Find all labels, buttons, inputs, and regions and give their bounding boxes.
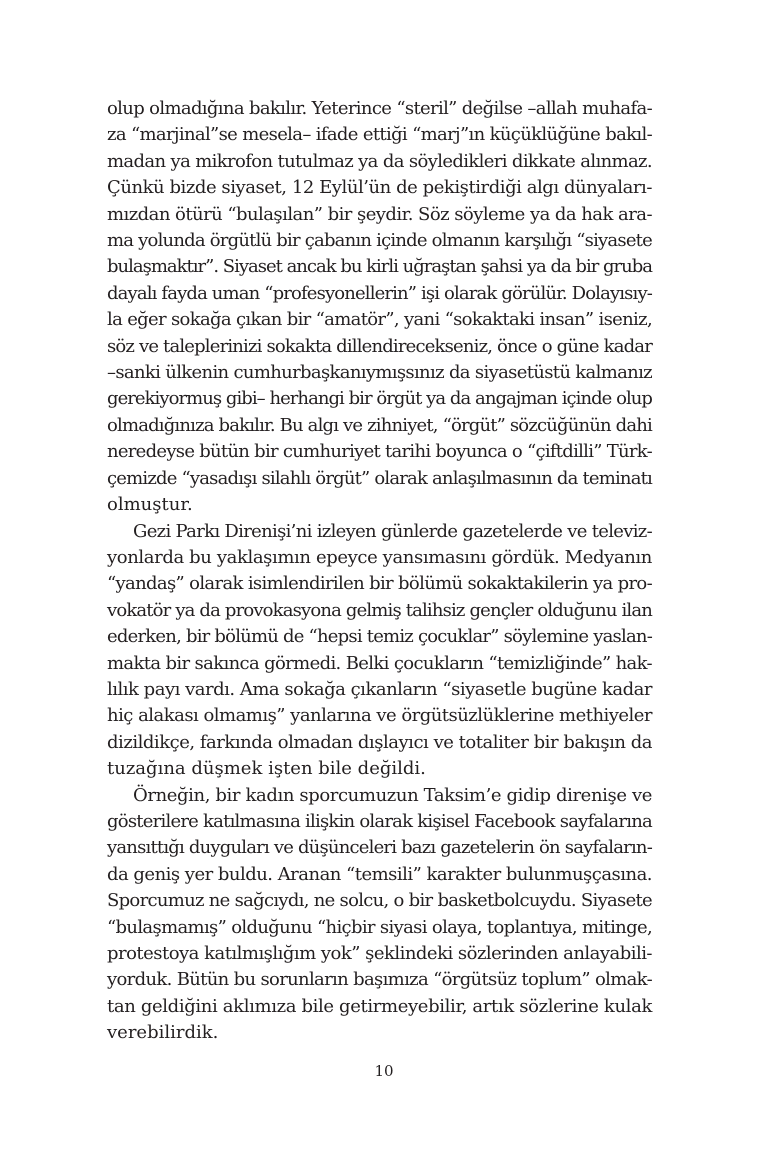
- text-line: olup olmadığına bakılır. Yeterince “steril” değilse –allah muhafa-: [107, 98, 652, 119]
- paragraph: [107, 96, 652, 519]
- text-line: yansıttığı duyguları ve düşünceleri bazı gazetelerin ön sayfaların-: [107, 837, 652, 859]
- text-line: Çünkü bizde siyaset, 12 Eylül’ün de pekiştirdiği algı dünyaları-: [107, 177, 652, 199]
- text-line: yonlarda bu yaklaşımın epeyce yansımasını gördük. Medyanın: [107, 546, 652, 568]
- text-line: madan ya mikrofon tutulmaz ya da söyledikleri dikkate alınmaz.: [107, 150, 652, 172]
- text-line: dizildikçe, farkında olmadan dışlayıcı ve totaliter bir bakışın da: [107, 731, 652, 753]
- text-line: tan geldiğini aklımıza bile getirmeyebilir, artık sözlerine kulak: [107, 995, 652, 1017]
- text-line: gerekiyormuş gibi– herhangi bir örgüt ya da angajman içinde olup: [107, 388, 652, 410]
- text-line: –sanki ülkenin cumhurbaşkanıymışsınız da siyasetüstü kalmanız: [107, 362, 652, 384]
- text-line: Örneğin, bir kadın sporcumuzun Taksim’e gidip direnişe ve: [133, 784, 652, 806]
- text-line: olmuştur.: [107, 494, 193, 516]
- text-line: verebilirdik.: [107, 1022, 219, 1044]
- body-text: [107, 96, 652, 1047]
- text-line: dayalı fayda uman “profesyonellerin” işi olarak görülür. Dolayısıy-: [107, 282, 652, 304]
- text-line: protestoya katılmışlığım yok” şeklindeki sözlerinden anlayabili-: [107, 943, 652, 964]
- text-line: çemizde “yasadışı silahlı örgüt” olarak anlaşılmasının da teminatı: [107, 467, 652, 489]
- text-line: da geniş yer buldu. Aranan “temsili” karakter bulunmuşçasına.: [107, 863, 652, 885]
- text-line: la eğer sokağa çıkan bir “amatör”, yani “sokaktaki insan” iseniz,: [107, 309, 652, 331]
- paragraph: [107, 519, 652, 783]
- text-line: hiç alakası olmamış” yanlarına ve örgütsüzlüklerine methiyeler: [107, 705, 652, 727]
- text-line: neredeyse bütün bir cumhuriyet tarihi boyunca o “çiftdilli” Türk-: [107, 441, 652, 463]
- text-line: yorduk. Bütün bu sorunların başımıza “örgütsüz toplum” olmak-: [107, 969, 652, 991]
- text-line: ederken, bir bölümü de “hepsi temiz çocuklar” söylemine yaslan-: [107, 626, 652, 648]
- text-line: makta bir sakınca görmedi. Belki çocukların “temizliğinde” hak-: [107, 652, 652, 674]
- page-number: 10: [374, 1062, 394, 1080]
- text-line: “yandaş” olarak isimlendirilen bir bölümü sokaktakilerin ya pro-: [107, 573, 652, 595]
- text-line: lılık payı vardı. Ama sokağa çıkanların “siyasetle bugüne kadar: [107, 678, 652, 700]
- text-line: tuzağına düşmek işten bile değildi.: [107, 758, 426, 780]
- text-line: bulaşmaktır”. Siyaset ancak bu kirli uğraştan şahsi ya da bir gruba: [107, 256, 652, 278]
- text-line: söz ve taleplerinizi sokakta dillendirecekseniz, önce o güne kadar: [107, 335, 652, 357]
- paragraph: [107, 783, 652, 1047]
- text-line: ma yolunda örgütlü bir çabanın içinde olmanın karşılığı “siyasete: [107, 230, 652, 252]
- text-line: olmadığınıza bakılır. Bu algı ve zihniyet, “örgüt” sözcüğünün dahi: [107, 414, 652, 436]
- text-line: Sporcumuz ne sağcıydı, ne solcu, o bir basketbolcuydu. Siyasete: [107, 890, 652, 912]
- text-line: gösterilere katılmasına ilişkin olarak kişisel Facebook sayfalarına: [107, 810, 652, 832]
- text-line: za “marjinal”se mesela– ifade ettiği “marj”ın küçüklüğüne bakıl-: [107, 124, 652, 146]
- text-line: mızdan ötürü “bulaşılan” bir şeydir. Söz söyleme ya da hak ara-: [107, 203, 652, 225]
- text-line: vokatör ya da provokasyona gelmiş talihsiz gençler olduğunu ilan: [107, 599, 652, 621]
- text-line: “bulaşmamış” olduğunu “hiçbir siyasi olaya, toplantıya, mitinge,: [107, 916, 652, 938]
- text-line: Gezi Parkı Direnişi’ni izleyen günlerde gazetelerde ve televiz-: [133, 520, 652, 542]
